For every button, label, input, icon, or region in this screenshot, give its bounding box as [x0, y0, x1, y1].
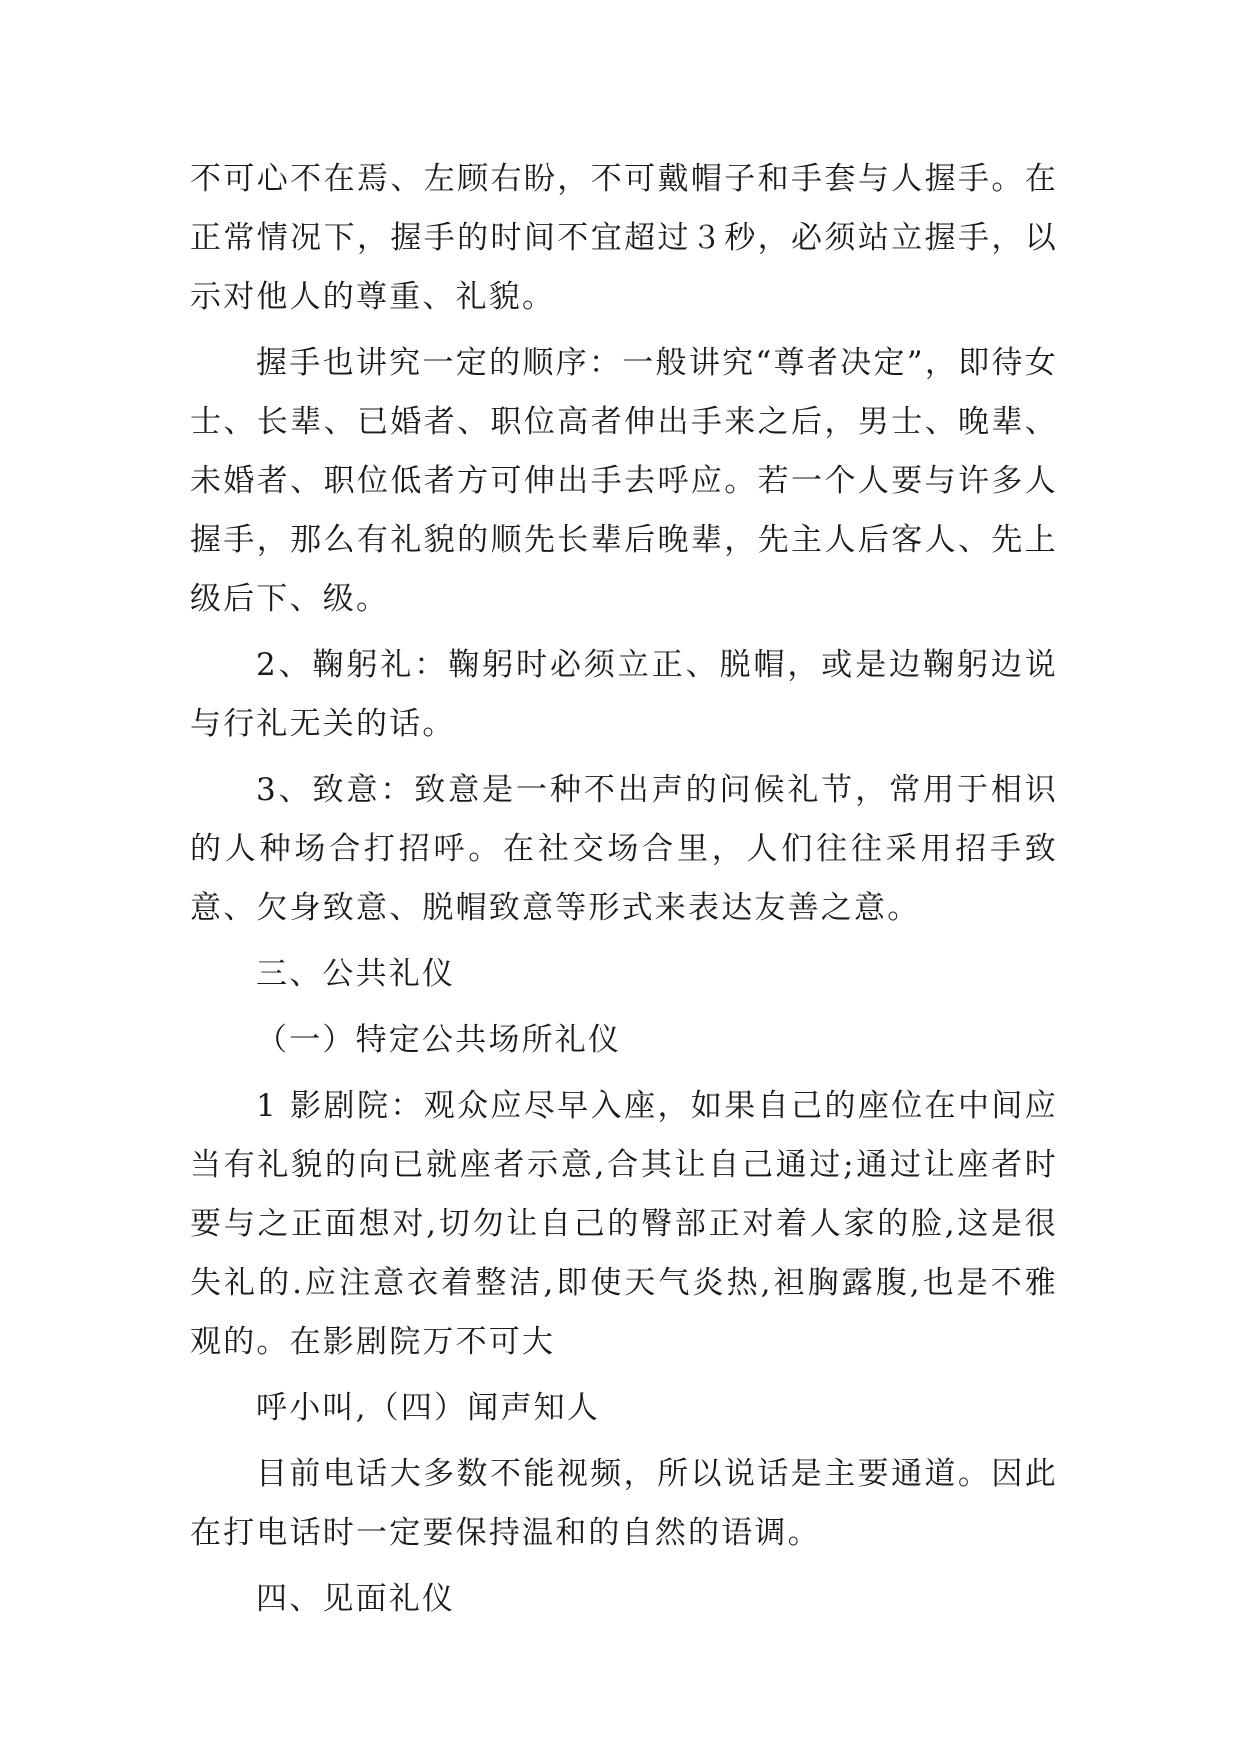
heading-meeting-etiquette: 四、见面礼仪	[256, 1581, 456, 1617]
paragraph-hear-voice: 呼小叫,（四）闻声知人	[256, 1390, 601, 1426]
paragraph-bow-etiquette: 2、鞠躬礼：鞠躬时必须立正、脱帽，或是边鞠躬边说与行礼无关的话。	[190, 647, 1058, 742]
paragraph-handshake-manners: 不可心不在焉、左顾右盼，不可戴帽子和手套与人握手。在正常情况下，握手的时间不宜超过３秒，必须站立握手，以示对他人的尊重、礼貌。	[190, 161, 1058, 315]
paragraph-theater-etiquette: 1 影剧院：观众应尽早入座，如果自己的座位在中间应当有礼貌的向已就座者示意,合其让自己通过;通过让座者时要与之正面想对,切勿让自己的臀部正对着人家的脸,这是很失礼的.应注意衣着整洁,即使天气炎热,袒胸露腹,也是不雅观的。在影剧院万不可大	[190, 1088, 1058, 1360]
paragraph-phone-tone: 目前电话大多数不能视频，所以说话是主要通道。因此在打电话时一定要保持温和的自然的语调。	[190, 1456, 1058, 1551]
paragraph-greeting-gesture: 3、致意：致意是一种不出声的问候礼节，常用于相识的人种场合打招呼。在社交场合里，人们往往采用招手致意、欠身致意、脱帽致意等形式来表达友善之意。	[190, 772, 1058, 926]
paragraph-handshake-order: 握手也讲究一定的顺序：一般讲究“尊者决定”，即待女士、长辈、已婚者、职位高者伸出手来之后，男士、晚辈、未婚者、职位低者方可伸出手去呼应。若一个人要与许多人握手，那么有礼貌的顺先长辈后晚辈，先主人后客人、先上级后下、级。	[190, 345, 1058, 617]
document-page	[190, 150, 1058, 1629]
heading-public-etiquette: 三、公共礼仪	[256, 956, 456, 992]
subheading-specific-public-places: （一）特定公共场所礼仪	[256, 1022, 622, 1058]
